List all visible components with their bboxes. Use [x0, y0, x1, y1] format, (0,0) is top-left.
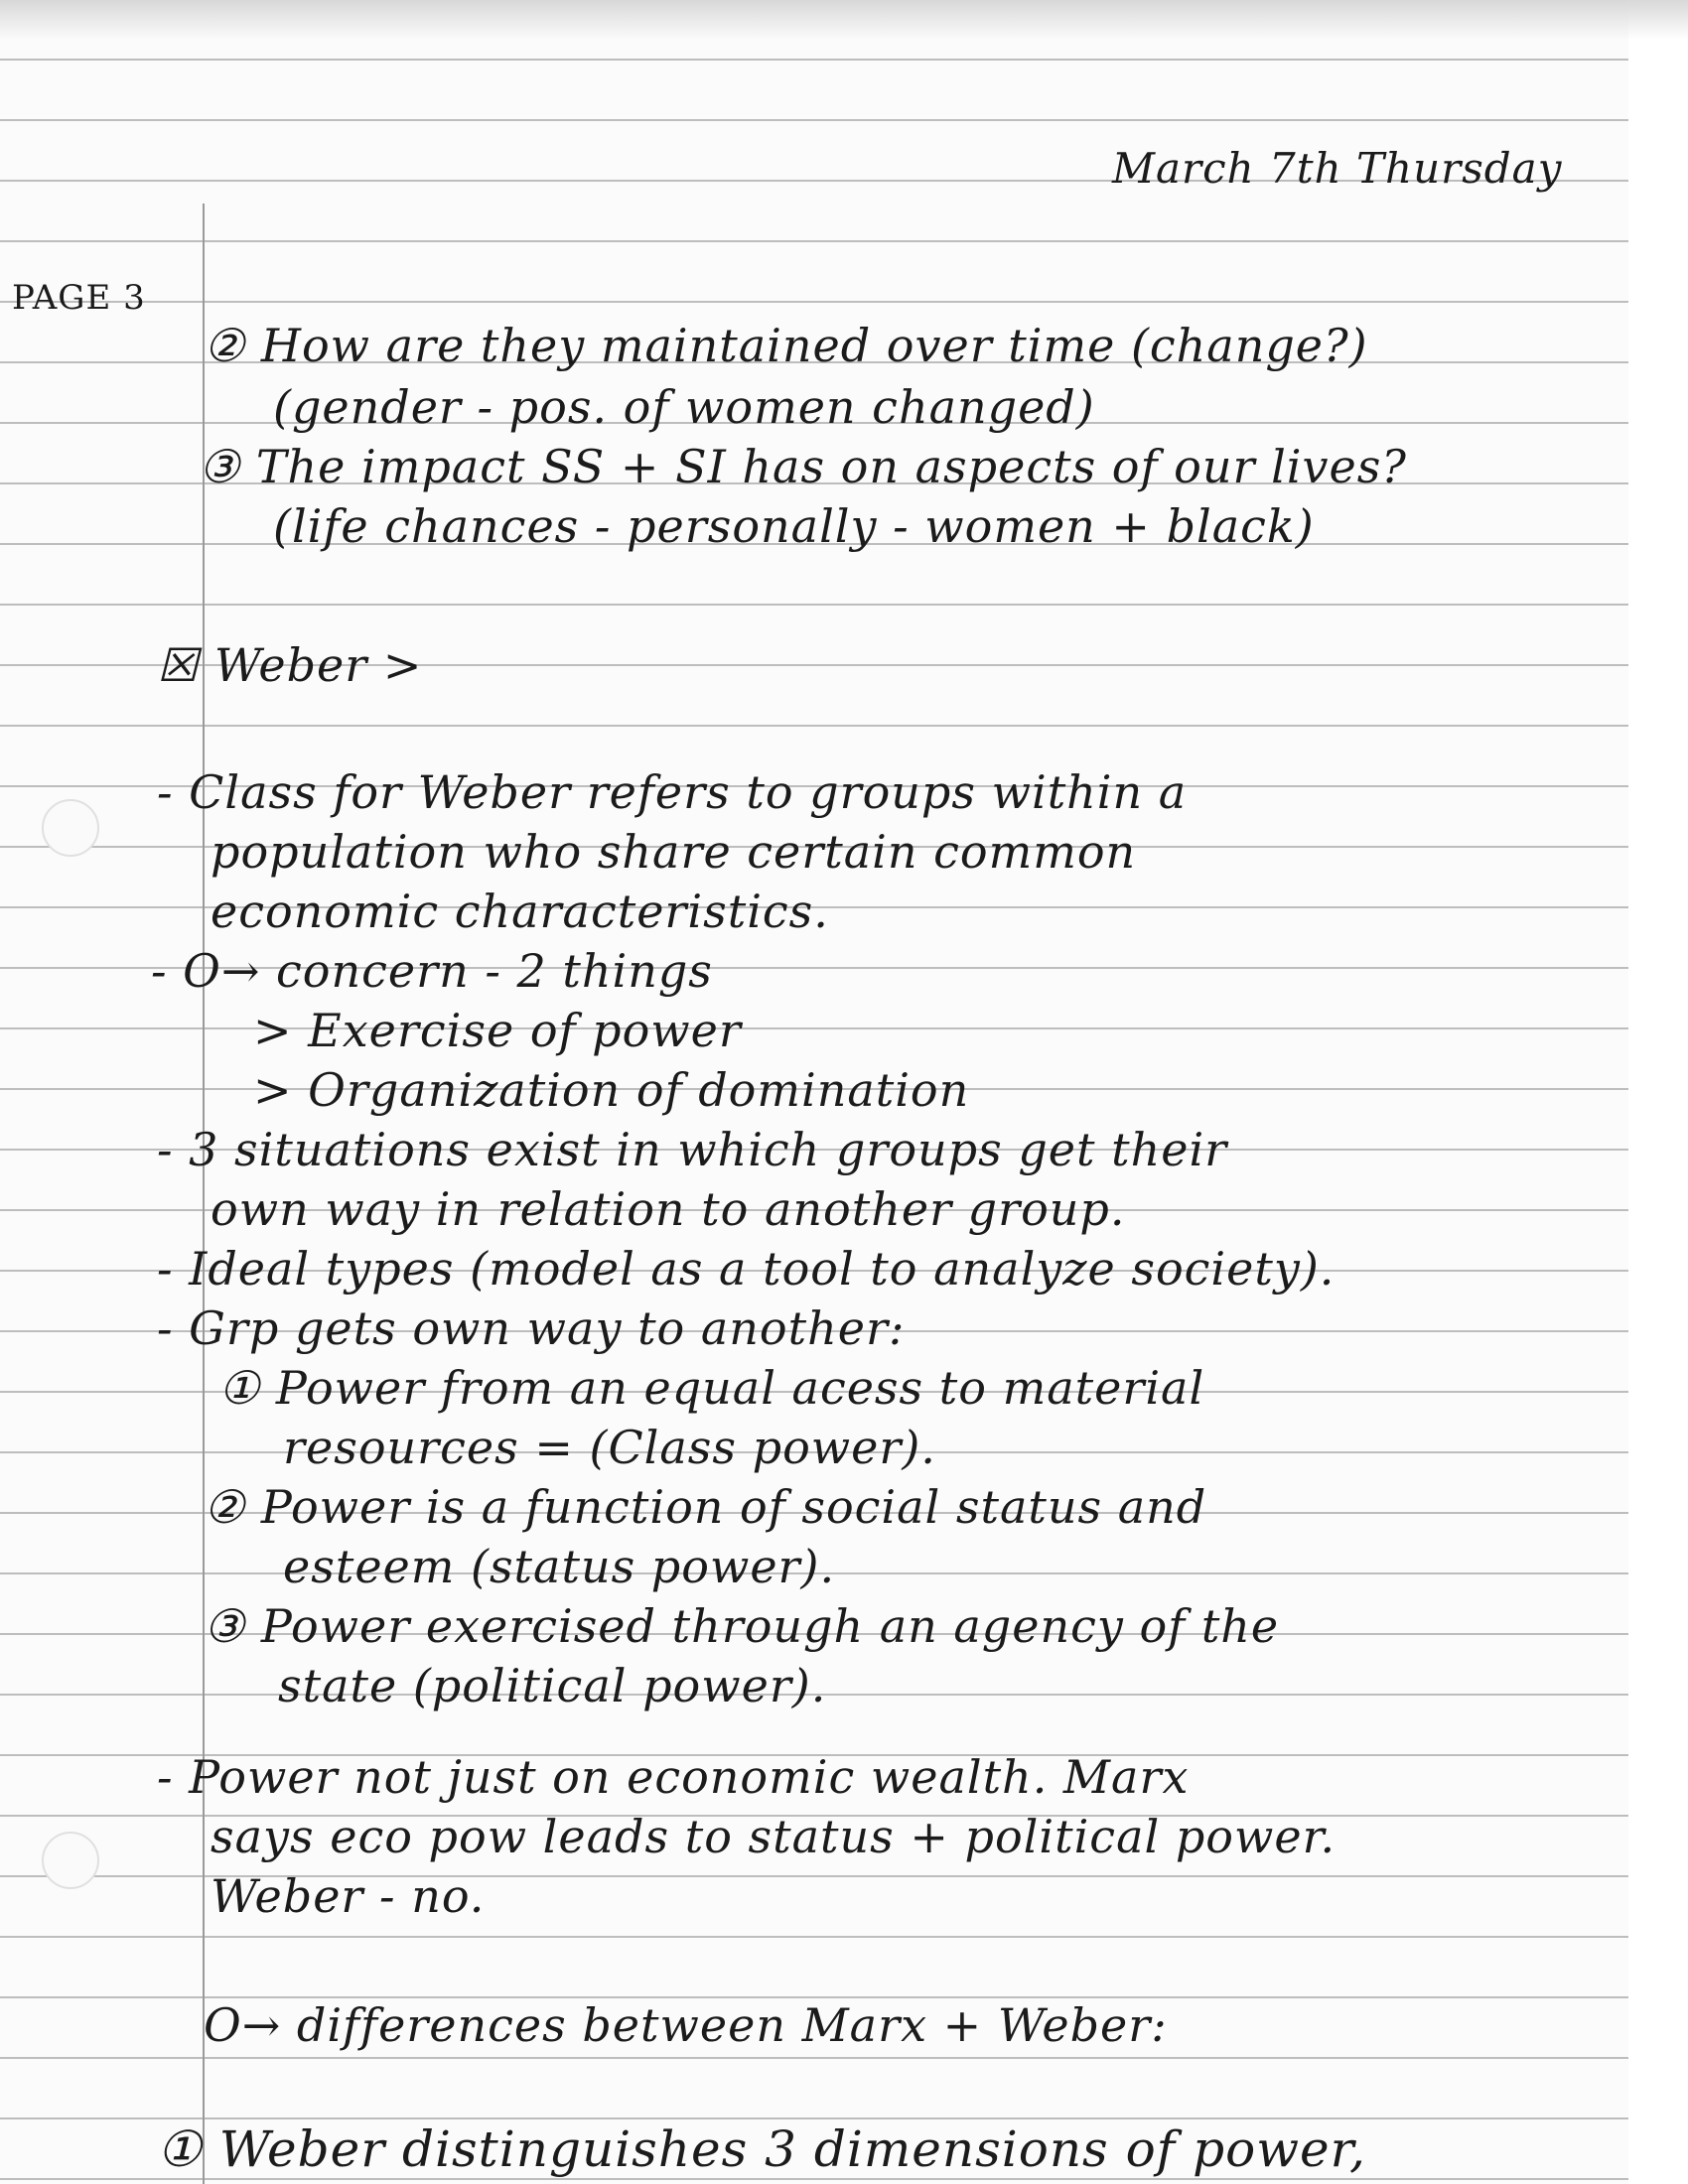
note-line: (life chances - personally - women + black) — [273, 499, 1315, 553]
note-line: > Exercise of power — [253, 1004, 742, 1057]
note-line: ② How are they maintained over time (change?) — [204, 319, 1368, 372]
note-line: (gender - pos. of women changed) — [273, 380, 1095, 434]
page-label: PAGE 3 — [12, 278, 146, 318]
note-line: - 3 situations exist in which groups get their — [157, 1123, 1228, 1176]
section-heading: ☒ Weber > — [157, 638, 423, 692]
note-line: esteem (status power). — [283, 1540, 836, 1593]
margin-line — [203, 204, 205, 2184]
note-line: resources = (Class power). — [283, 1421, 936, 1474]
note-line: - Grp gets own way to another: — [157, 1301, 906, 1355]
note-line: - Class for Weber refers to groups within a — [157, 765, 1188, 819]
note-line: ③ Power exercised through an agency of the — [204, 1599, 1280, 1653]
note-line: ② Power is a function of social status and — [204, 1480, 1207, 1534]
note-line: Weber - no. — [211, 1869, 486, 1923]
note-line: own way in relation to another group. — [211, 1182, 1126, 1236]
note-line: ③ The impact SS + SI has on aspects of our lives? — [199, 440, 1407, 493]
punch-hole — [42, 1832, 99, 1889]
note-line: ① Weber distinguishes 3 dimensions of power, — [157, 2120, 1366, 2178]
punch-hole — [42, 799, 99, 857]
scan-shadow — [0, 0, 1688, 40]
note-line: - Ideal types (model as a tool to analyze society). — [157, 1242, 1336, 1296]
note-line: - O→ concern - 2 things — [151, 944, 713, 998]
note-line: population who share certain common — [211, 825, 1137, 879]
section-heading: O→ differences between Marx + Weber: — [204, 1998, 1168, 2052]
note-line: state (political power). — [278, 1659, 827, 1712]
note-line: - Power not just on economic wealth. Marx — [157, 1750, 1190, 1804]
note-line: economic characteristics. — [211, 885, 829, 938]
note-line: says eco pow leads to status + political power. — [211, 1810, 1336, 1863]
note-line: > Organization of domination — [253, 1063, 970, 1117]
note-line: ① Power from an equal acess to material — [218, 1361, 1205, 1415]
date-heading: March 7th Thursday — [1112, 144, 1563, 193]
